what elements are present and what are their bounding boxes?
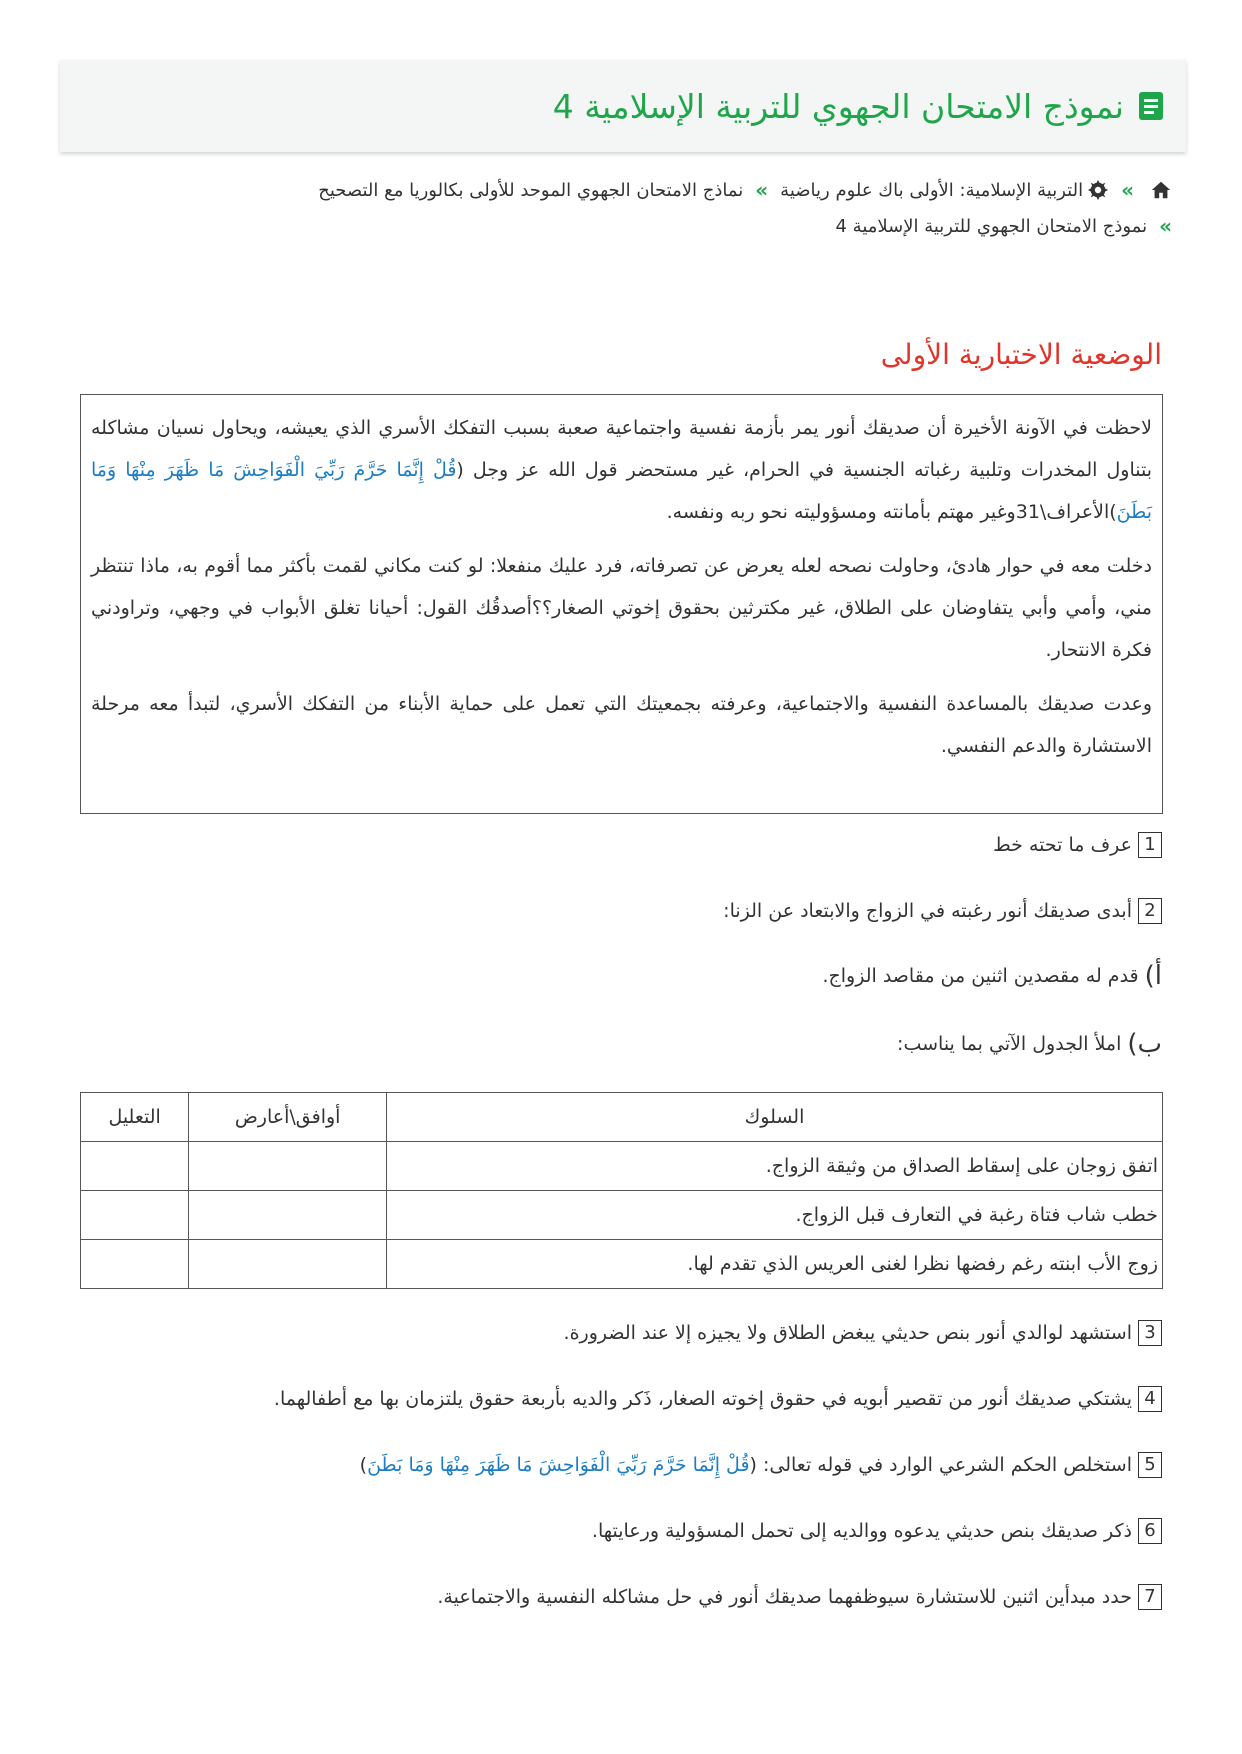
question-number: 3 xyxy=(1138,1320,1162,1346)
question-4 xyxy=(274,1386,1162,1412)
table-row xyxy=(81,1240,1163,1289)
table-row xyxy=(81,1142,1163,1191)
breadcrumb-separator: » xyxy=(1159,214,1172,238)
question-number: 5 xyxy=(1138,1452,1162,1478)
quran-quote: قُلْ إِنَّمَا حَرَّمَ رَبِّيَ الْفَوَاحِشَ مَا ظَهَرَ مِنْهَا وَمَا بَطَنَ xyxy=(367,1454,750,1476)
agree-cell[interactable] xyxy=(189,1191,387,1240)
column-header-behavior: السلوك xyxy=(386,1093,1162,1142)
question-number: 7 xyxy=(1138,1584,1162,1610)
justify-cell[interactable] xyxy=(81,1240,189,1289)
behavior-cell: زوج الأب ابنته رغم رفضها نظرا لغنى العريس الذي تقدم لها. xyxy=(386,1240,1162,1289)
question-1 xyxy=(993,832,1162,858)
question-2b xyxy=(897,1029,1162,1059)
question-number: 6 xyxy=(1138,1518,1162,1544)
column-header-justify: التعليل xyxy=(81,1093,189,1142)
question-2 xyxy=(723,898,1162,924)
question-number: 2 xyxy=(1138,898,1162,924)
breadcrumb-separator: » xyxy=(1121,178,1134,202)
question-number: 4 xyxy=(1138,1386,1162,1412)
question-2a xyxy=(822,961,1162,991)
justify-cell[interactable] xyxy=(81,1191,189,1240)
home-icon[interactable] xyxy=(1150,179,1172,201)
behavior-cell: اتفق زوجان على إسقاط الصداق من وثيقة الزواج. xyxy=(386,1142,1162,1191)
scenario-paragraph-2: دخلت معه في حوار هادئ، وحاولت نصحه لعله يعرض عن تصرفاته، فرد عليك منفعلا: لو كنت مكاني لقمت بأكثر مما أقوم به، ماذا تنتظر مني، وأمي وأبي يتفاوضان على الطلاق، غير مكترثين بحقوق إخوتي الصغار؟؟أصدقُك القول: أحيانا تغلق الأبواب في وجهي، وتراودني فكرة الانتحار. xyxy=(91,555,1152,661)
question-6 xyxy=(592,1518,1162,1544)
quran-quote: قُلْ إِنَّمَا حَرَّمَ رَبِّيَ الْفَوَاحِشَ مَا ظَهَرَ مِنْهَا وَمَا بَطَنَ xyxy=(91,459,1152,523)
breadcrumb-separator: » xyxy=(755,178,769,202)
breadcrumb-item-current: نموذج الامتحان الجهوي للتربية الإسلامية 4 xyxy=(835,215,1148,237)
behavior-table xyxy=(80,1092,1163,1289)
breadcrumb xyxy=(62,172,1172,244)
agree-cell[interactable] xyxy=(189,1142,387,1191)
question-text: حدد مبدأين اثنين للاستشارة سيوظفهما صديقك أنور في حل مشاكله النفسية والاجتماعية. xyxy=(437,1586,1132,1608)
scenario-paragraph-1: لاحظت في الآونة الأخيرة أن صديقك أنور يمر بأزمة نفسية واجتماعية صعبة بسبب التفكك الأسري الذي يعيشه، ويحاول نسيان مشاكله بتناول المخدرات وتلبية رغباته الجنسية في الحرام، غير مستحضر قول الله عز وجل (قُلْ إِنَّمَا حَرَّمَ رَبِّيَ الْفَوَاحِشَ مَا ظَهَرَ مِنْهَا وَمَا بَطَنَ)الأعراف\31وغير مهتم بأمانته ومسؤوليته نحو ربه ونفسه. xyxy=(91,417,1153,523)
breadcrumb-line-1 xyxy=(62,172,1172,208)
question-text: أبدى صديقك أنور رغبته في الزواج والابتعاد عن الزنا: xyxy=(723,900,1132,922)
section-title: الوضعية الاختبارية الأولى xyxy=(880,338,1162,371)
gear-icon xyxy=(1087,179,1109,201)
breadcrumb-item-category[interactable]: التربية الإسلامية: الأولى باك علوم رياضية xyxy=(780,179,1084,201)
breadcrumb-line-2 xyxy=(62,208,1172,244)
behavior-cell: خطب شاب فتاة رغبة في التعارف قبل الزواج. xyxy=(386,1191,1162,1240)
agree-cell[interactable] xyxy=(189,1240,387,1289)
question-5 xyxy=(360,1452,1162,1478)
question-text: عرف ما تحته خط xyxy=(993,834,1132,856)
table-header-row xyxy=(81,1093,1163,1142)
question-text: استخلص الحكم الشرعي الوارد في قوله تعالى: (قُلْ إِنَّمَا حَرَّمَ رَبِّيَ الْفَوَاحِشَ مَا ظَهَرَ مِنْهَا وَمَا بَطَنَ) xyxy=(359,1454,1132,1476)
document-icon xyxy=(1138,91,1164,121)
subquestion-letter: ب) xyxy=(1127,1029,1162,1059)
question-text: يشتكي صديقك أنور من تقصير أبويه في حقوق إخوته الصغار، ذَكر والديه بأربعة حقوق يلتزمان بها مع أطفالهما. xyxy=(273,1388,1132,1410)
question-3 xyxy=(564,1320,1162,1346)
column-header-agree: أوافق\أعارض xyxy=(189,1093,387,1142)
justify-cell[interactable] xyxy=(81,1142,189,1191)
breadcrumb-item-collection[interactable]: نماذج الامتحان الجهوي الموحد للأولى بكالوريا مع التصحيح xyxy=(318,179,744,201)
question-number: 1 xyxy=(1138,832,1162,858)
scenario-paragraph-3: وعدت صديقك بالمساعدة النفسية والاجتماعية، وعرفته بجمعيتك التي تعمل على حماية الأبناء من التفكك الأسري، لتبدأ معه مرحلة الاستشارة والدعم النفسي. xyxy=(91,693,1152,757)
scenario-box xyxy=(80,394,1163,814)
question-text: قدم له مقصدين اثنين من مقاصد الزواج. xyxy=(822,965,1139,987)
question-text: ذكر صديقك بنص حديثي يدعوه ووالديه إلى تحمل المسؤولية ورعايتها. xyxy=(591,1520,1132,1542)
title-bar xyxy=(60,60,1186,152)
subquestion-letter: أ) xyxy=(1144,961,1162,991)
page-title: نموذج الامتحان الجهوي للتربية الإسلامية 4 xyxy=(552,86,1124,126)
question-text: استشهد لوالدي أنور بنص حديثي يبغض الطلاق ولا يجيزه إلا عند الضرورة. xyxy=(563,1322,1132,1344)
question-text: املأ الجدول الآتي بما يناسب: xyxy=(897,1033,1122,1055)
question-7 xyxy=(437,1584,1162,1610)
table-row xyxy=(81,1191,1163,1240)
